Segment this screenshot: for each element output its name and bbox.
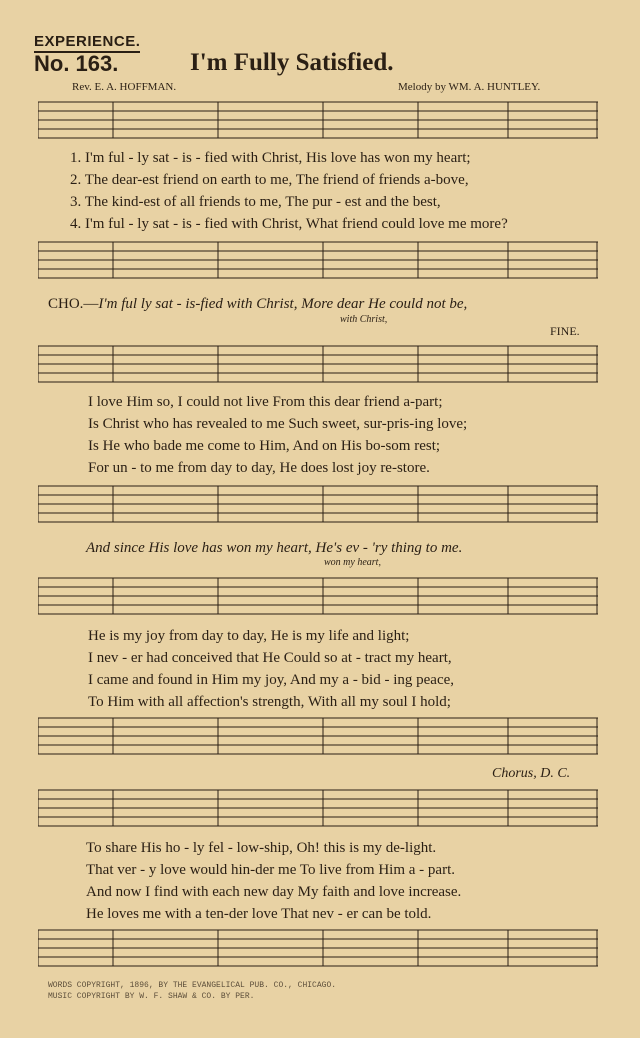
- lyricist-credit: Rev. E. A. HOFFMAN.: [72, 81, 177, 93]
- chorus-echo: with Christ,: [340, 314, 388, 325]
- treble-staff-4: [38, 784, 598, 836]
- verse-line-3-3: I came and found in Him my joy, And my a - bid - ing peace,: [88, 672, 455, 688]
- verse-line-4-2: That ver - y love would hin-der me To live from Him a - part.: [86, 862, 455, 878]
- bass-echo: won my heart,: [324, 557, 381, 568]
- verse-line-1-4: 4. I'm ful - ly sat - is - fied with Christ, What friend could love me more?: [70, 216, 508, 232]
- composer-credit: Melody by WM. A. HUNTLEY.: [398, 81, 541, 93]
- bass-staff-1: [38, 236, 598, 288]
- topic-heading: EXPERIENCE.: [34, 33, 140, 53]
- bass-staff-3: [38, 712, 598, 764]
- verse-line-2-1: I love Him so, I could not live From this dear friend a-part;: [88, 394, 443, 410]
- chorus-label: CHO.—: [48, 296, 99, 312]
- verse-line-4-3: And now I find with each new day My faith and love increase.: [86, 884, 462, 900]
- verse-line-1-3: 3. The kind-est of all friends to me, The pur - est and the best,: [70, 194, 441, 210]
- hymn-number: No. 163.: [34, 51, 119, 76]
- verse-line-3-4: To Him with all affection's strength, With all my soul I hold;: [88, 694, 451, 710]
- chorus-cue: [48, 296, 467, 313]
- fine-mark: FINE.: [550, 324, 580, 338]
- verse-line-4-1: To share His ho - ly fel - low-ship, Oh! this is my de-light.: [86, 840, 437, 856]
- verse-line-2-2: Is Christ who has revealed to me Such sweet, sur-pris-ing love;: [88, 416, 468, 432]
- verse-line-1-2: 2. The dear-est friend on earth to me, The friend of friends a-bove,: [70, 172, 469, 188]
- bass-text: And since His love has won my heart, He's ev - 'ry thing to me.: [86, 540, 463, 556]
- verse-line-3-1: He is my joy from day to day, He is my life and light;: [88, 628, 410, 644]
- treble-staff-2: [38, 340, 598, 392]
- verse-line-1-1: 1. I'm ful - ly sat - is - fied with Christ, His love has won my heart;: [70, 150, 471, 166]
- treble-staff-1: [38, 96, 598, 148]
- copyright-footer: [48, 980, 336, 1002]
- verse-line-3-2: I nev - er had conceived that He Could so at - tract my heart,: [88, 650, 452, 666]
- bass-staff-2: [38, 480, 598, 532]
- verse-line-2-3: Is He who bade me come to Him, And on His bo-som rest;: [88, 438, 441, 454]
- copyright-music: MUSIC COPYRIGHT BY W. F. SHAW & CO. BY PER.: [48, 992, 255, 1001]
- copyright-words: WORDS COPYRIGHT, 1896, BY THE EVANGELICAL PUB. CO., CHICAGO.: [48, 981, 337, 990]
- verse-line-2-4: For un - to me from day to day, He does lost joy re-store.: [88, 460, 430, 476]
- chorus-dc: Chorus, D. C.: [492, 766, 571, 781]
- verse-line-4-4: He loves me with a ten-der love That nev - er can be told.: [86, 906, 432, 922]
- treble-staff-3: [38, 572, 598, 624]
- bass-staff-4: [38, 924, 598, 976]
- hymn-title: I'm Fully Satisfied.: [190, 49, 394, 76]
- chorus-cue-text: I'm ful ly sat - is-fied with Christ, More dear He could not be,: [98, 296, 468, 312]
